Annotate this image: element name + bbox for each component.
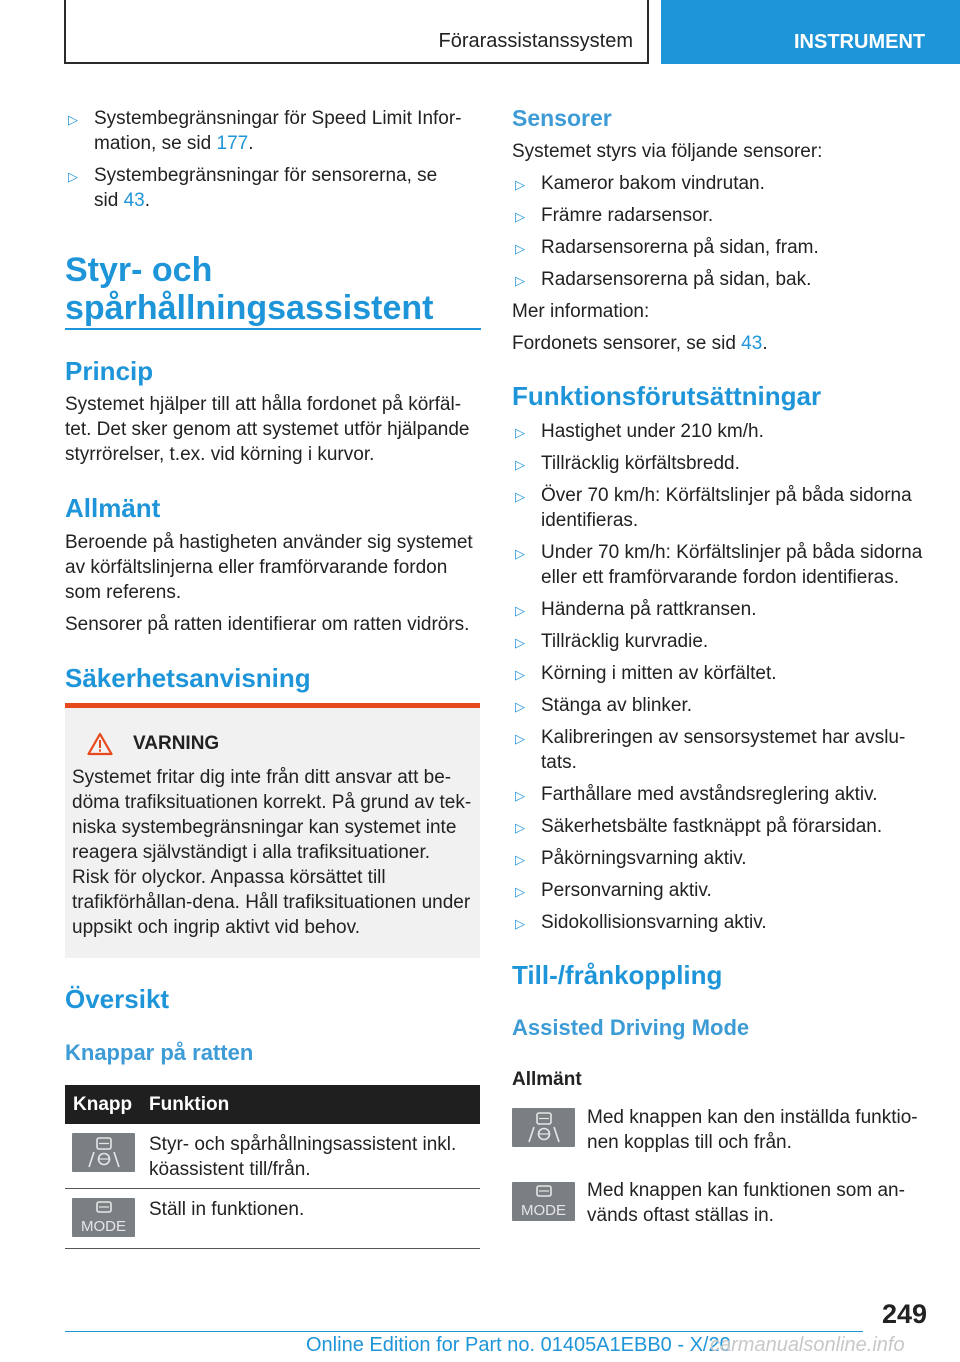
steering-assist-button-icon <box>72 1133 135 1172</box>
assisted-driving-heading: Assisted Driving Mode <box>512 1015 750 1040</box>
table-row <box>65 1189 480 1249</box>
list-item: ▷ Systembegränsningar för sensorerna, se sid 43. <box>68 165 438 211</box>
page-ref-link[interactable]: 177 <box>216 133 249 154</box>
general-text: Beroende på hastigheten använder sig systemet av körfältslinjerna eller framförvarande fordon som referens. <box>65 532 473 603</box>
bullet-triangle-icon: ▷ <box>515 852 525 867</box>
bullet-triangle-icon: ▷ <box>515 667 525 682</box>
list-item: ▷ Kameror bakom vindrutan. <box>512 171 932 196</box>
table-row <box>65 1124 480 1189</box>
warning-box <box>65 703 480 958</box>
list-item: ▷ Farthållare med avståndsreglering aktiv. <box>512 782 932 807</box>
overview-subheading: Knappar på ratten <box>65 1040 254 1065</box>
heading-divider <box>65 328 481 330</box>
function-text: Styr- och spårhållningsassistent inkl. köassistent till/från. <box>149 1134 457 1180</box>
list-item: ▷ Personvarning aktiv. <box>512 878 932 903</box>
list-item: ▷ Systembegränsningar för Speed Limit Infor-mation, se sid 177. <box>68 108 462 154</box>
bullet-triangle-icon: ▷ <box>515 635 525 650</box>
bullet-triangle-icon: ▷ <box>68 169 78 184</box>
footer-divider <box>65 1331 863 1332</box>
bullet-triangle-icon: ▷ <box>515 788 525 803</box>
list-item: ▷ Händerna på rattkransen. <box>512 597 932 622</box>
bullet-text: Systembegränsningar för sensorerna, se sid <box>94 165 438 211</box>
bullet-triangle-icon: ▷ <box>515 273 525 288</box>
prereq-heading: Funktionsförutsättningar <box>512 381 822 411</box>
bullet-triangle-icon: ▷ <box>515 209 525 224</box>
steering-assist-button-icon <box>512 1108 575 1147</box>
header-chapter-tab <box>661 0 960 64</box>
overview-heading: Översikt <box>65 984 170 1014</box>
mode-button-icon <box>72 1198 135 1237</box>
bullet-triangle-icon: ▷ <box>515 546 525 561</box>
list-item: ▷ Påkörningsvarning aktiv. <box>512 846 932 871</box>
list-item: ▷ Tillräcklig körfältsbredd. <box>512 451 932 476</box>
bullet-triangle-icon: ▷ <box>515 916 525 931</box>
warning-title: VARNING <box>133 733 220 754</box>
bullet-triangle-icon: ▷ <box>515 699 525 714</box>
bullet-text: Systembegränsningar för Speed Limit Infor-mation, se sid <box>94 108 462 154</box>
mode-icon-label: MODE <box>81 1218 126 1235</box>
sensors-heading: Sensorer <box>512 105 612 131</box>
list-item: ▷ Säkerhetsbälte fastknäppt på förarsidan. <box>512 814 932 839</box>
general-text-2: Sensorer på ratten identifierar om ratten vidrörs. <box>65 614 470 635</box>
list-item: ▷ Stänga av blinker. <box>512 693 932 718</box>
main-heading: Styr- och spårhållningsassistent <box>65 251 434 327</box>
bullet-triangle-icon: ▷ <box>68 112 78 127</box>
warning-text: Systemet fritar dig inte från ditt ansvar att be-döma trafiksituationen korrekt. På grund av tek-niska systembegränsningar kan systemet inte reagera självständigt i alla trafiksituationer. Risk för olyckor. Anpassa körsättet till trafikförhållan-dena. Håll trafiksituationen under uppsikt och ingrip aktivt vid behov. <box>72 767 472 938</box>
column-header-button: Knapp <box>73 1094 133 1115</box>
warning-triangle-icon <box>87 732 113 756</box>
footer-edition: Online Edition for Part no. 01405A1EBB0 - X/20 <box>306 1334 731 1356</box>
sensors-intro: Systemet styrs via följande sensorer: <box>512 141 823 162</box>
watermark: carmanualsonline.info <box>710 1334 905 1356</box>
general-heading: Allmänt <box>65 493 161 523</box>
bullet-triangle-icon: ▷ <box>515 820 525 835</box>
safety-heading: Säkerhetsanvisning <box>65 663 311 693</box>
function-text: Ställ in funktionen. <box>149 1199 305 1220</box>
header-section-box <box>64 0 649 64</box>
page-ref-link[interactable]: 43 <box>741 333 763 354</box>
bullet-triangle-icon: ▷ <box>515 177 525 192</box>
list-item: ▷ Tillräcklig kurvradie. <box>512 629 932 654</box>
bullet-triangle-icon: ▷ <box>515 731 525 746</box>
more-info-label: Mer information: <box>512 301 650 322</box>
buttons-table <box>65 1085 480 1249</box>
list-item: ▷ Radarsensorerna på sidan, bak. <box>512 267 932 292</box>
list-item: ▷ Under 70 km/h: Körfältslinjer på båda sidorna eller ett framförvarande fordon identifieras. <box>515 542 923 588</box>
bullet-triangle-icon: ▷ <box>515 457 525 472</box>
bullet-triangle-icon: ▷ <box>515 489 525 504</box>
list-item: ▷ Sidokollisionsvarning aktiv. <box>512 910 932 935</box>
table-header <box>65 1085 480 1124</box>
top-bullet-list <box>65 106 465 213</box>
mode-button-icon <box>512 1182 575 1221</box>
principle-heading: Princip <box>65 356 154 386</box>
page-ref-link[interactable]: 43 <box>123 190 145 211</box>
bullet-triangle-icon: ▷ <box>515 884 525 899</box>
list-item: ▷ Främre radarsensor. <box>512 203 932 228</box>
header-chapter-title: INSTRUMENT <box>794 31 926 53</box>
header-section-title: Förarassistanssystem <box>438 30 633 52</box>
onoff-item-2-text: Med knappen kan funktionen som an-vänds oftast ställas in. <box>587 1180 905 1226</box>
bullet-triangle-icon: ▷ <box>515 241 525 256</box>
onoff-heading: Till-/frånkoppling <box>512 960 723 990</box>
bullet-triangle-icon: ▷ <box>515 425 525 440</box>
list-item: ▷ Hastighet under 210 km/h. <box>512 419 932 444</box>
onoff-general-label: Allmänt <box>512 1069 582 1090</box>
sensors-reference: Fordonets sensorer, se sid 43. <box>512 333 768 354</box>
warning-bar <box>65 703 480 708</box>
list-item: ▷ Radarsensorerna på sidan, fram. <box>512 235 932 260</box>
principle-text: Systemet hjälper till att hålla fordonet på körfäl-tet. Det sker genom att systemet utför hjälpande styrrörelser, t.ex. vid körning i kurvor. <box>65 394 470 465</box>
page-number: 249 <box>881 1299 927 1329</box>
list-item: ▷ Över 70 km/h: Körfältslinjer på båda sidorna identifieras. <box>515 485 912 531</box>
column-header-function: Funktion <box>149 1094 230 1115</box>
list-item: ▷ Körning i mitten av körfältet. <box>512 661 932 686</box>
prereq-list <box>512 419 932 935</box>
onoff-item-1-text: Med knappen kan den inställda funktio-nen kopplas till och från. <box>587 1107 918 1153</box>
bullet-triangle-icon: ▷ <box>515 603 525 618</box>
sensors-list <box>512 171 932 292</box>
mode-icon-label: MODE <box>521 1202 566 1219</box>
list-item: ▷ Kalibreringen av sensorsystemet har avslu-tats. <box>515 727 906 773</box>
